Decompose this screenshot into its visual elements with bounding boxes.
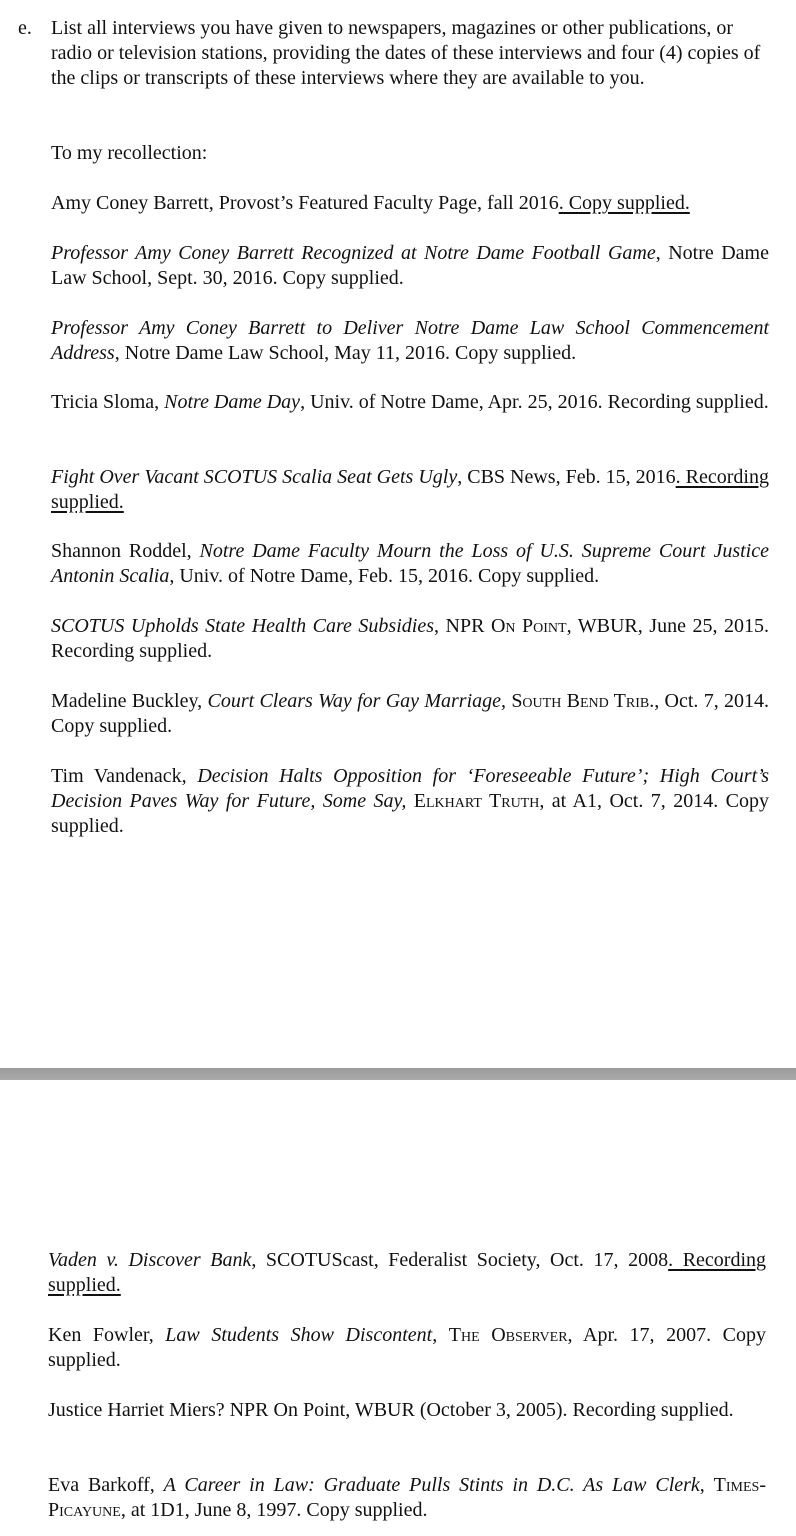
interview-entry: Vaden v. Discover Bank, SCOTUScast, Federalist Society, Oct. 17, 2008. Recording supplied. <box>48 1249 767 1296</box>
interview-entry: Professor Amy Coney Barrett Recognized at Notre Dame Football Game, Notre Dame Law School, Sept. 30, 2016. Copy supplied. <box>51 242 769 289</box>
question-letter: e. <box>18 17 32 39</box>
interview-entry: Amy Coney Barrett, Provost’s Featured Faculty Page, fall 2016. Copy supplied. <box>51 192 690 214</box>
question-text: List all interviews you have given to newspapers, magazines or other publications, or radio or television stations, providing the dates of these interviews and four (4) copies of the clips or transcripts of these interviews where they are available to you. <box>51 17 761 89</box>
interview-entry: Tricia Sloma, Notre Dame Day, Univ. of Notre Dame, Apr. 25, 2016. Recording supplied. <box>51 391 769 413</box>
interview-entry: Tim Vandenack, Decision Halts Opposition for ‘Foreseeable Future’; High Court’s Decision Paves Way for Future, Some Say, Elkhart Truth, at A1, Oct. 7, 2014. Copy supplied. <box>51 765 770 837</box>
interview-entry: Justice Harriet Miers? NPR On Point, WBUR (October 3, 2005). Recording supplied. <box>48 1399 734 1421</box>
interview-entry: Madeline Buckley, Court Clears Way for Gay Marriage, South Bend Trib., Oct. 7, 2014. Copy supplied. <box>51 690 769 737</box>
interview-entry: Eva Barkoff, A Career in Law: Graduate Pulls Stints in D.C. As Law Clerk, Times-Picayune, at 1D1, June 8, 1997. Copy supplied. <box>48 1474 766 1521</box>
document-page-2 <box>0 1080 796 1536</box>
interview-entry: SCOTUS Upholds State Health Care Subsidies, NPR On Point, WBUR, June 25, 2015. Recording supplied. <box>51 615 769 662</box>
interview-entry: Professor Amy Coney Barrett to Deliver Notre Dame Law School Commencement Address, Notre Dame Law School, May 11, 2016. Copy supplied. <box>51 317 769 364</box>
interview-entry: Ken Fowler, Law Students Show Discontent, The Observer, Apr. 17, 2007. Copy supplied. <box>48 1324 767 1371</box>
interview-entry: Fight Over Vacant SCOTUS Scalia Seat Gets Ugly, CBS News, Feb. 15, 2016. Recording supplied. <box>51 466 769 513</box>
page-separator <box>0 1068 796 1080</box>
lead-text: To my recollection: <box>51 142 208 164</box>
interview-entry: Shannon Roddel, Notre Dame Faculty Mourn the Loss of U.S. Supreme Court Justice Antonin Scalia, Univ. of Notre Dame, Feb. 15, 2016. Copy supplied. <box>51 540 769 587</box>
